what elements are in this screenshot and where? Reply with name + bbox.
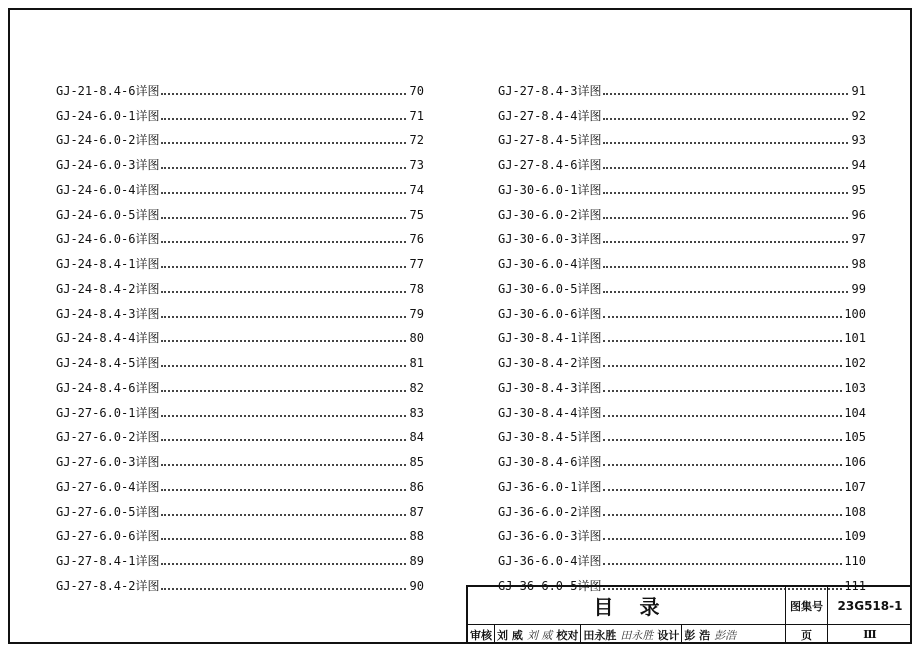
toc-entry-page: 70 xyxy=(409,83,424,98)
reviewer-signature: 刘 威 xyxy=(526,628,553,642)
toc-entry[interactable] xyxy=(498,296,866,321)
toc-leader-dots xyxy=(603,514,842,516)
toc-entry-label: GJ-27-6.0-4详图 xyxy=(56,479,160,494)
toc-entry-page: 93 xyxy=(851,133,866,148)
toc-leader-dots xyxy=(161,390,406,392)
toc-entry[interactable] xyxy=(498,543,866,568)
atlas-number-value: 23G518-1 xyxy=(837,598,903,613)
toc-entry-label: GJ-27-8.4-6详图 xyxy=(498,158,602,172)
toc-entry[interactable] xyxy=(56,345,424,370)
toc-entry-label: GJ-30-6.0-5详图 xyxy=(498,281,602,296)
toc-entry-page: 79 xyxy=(409,306,424,321)
toc-entry-label: GJ-24-6.0-6详图 xyxy=(56,232,160,247)
toc-entry-page: 71 xyxy=(409,108,424,123)
toc-entry-page: 87 xyxy=(409,504,424,519)
toc-entry[interactable] xyxy=(498,172,866,197)
toc-entry-page: 91 xyxy=(851,83,866,98)
toc-entry[interactable] xyxy=(56,123,424,148)
toc-entry[interactable] xyxy=(56,395,424,420)
toc-entry-page: 82 xyxy=(409,380,424,395)
toc-entry-page: 94 xyxy=(851,158,866,172)
reviewer-name: 刘 威 xyxy=(497,628,523,642)
toc-leader-dots xyxy=(161,538,406,540)
toc-entry-label: GJ-36-6.0-3详图 xyxy=(498,529,602,544)
toc-leader-dots xyxy=(161,266,406,268)
toc-entry[interactable] xyxy=(498,370,866,395)
toc-entry-page: 89 xyxy=(409,554,424,568)
toc-entry-label: GJ-24-8.4-1详图 xyxy=(56,257,160,271)
toc-entry-label: GJ-27-6.0-6详图 xyxy=(56,529,160,544)
toc-entry[interactable] xyxy=(498,123,866,148)
toc-leader-dots xyxy=(603,93,848,95)
toc-leader-dots xyxy=(161,167,406,169)
toc-entry-page: 92 xyxy=(851,108,866,123)
toc-leader-dots xyxy=(603,489,842,491)
page-label: 页 xyxy=(786,624,828,644)
toc-entry[interactable] xyxy=(56,271,424,296)
toc-entry-page: 90 xyxy=(409,578,424,593)
toc-entry[interactable] xyxy=(56,494,424,519)
toc-leader-dots xyxy=(603,464,842,466)
toc-column-left xyxy=(56,73,424,593)
toc-entry[interactable] xyxy=(56,420,424,445)
toc-entry-label: GJ-27-8.4-2详图 xyxy=(56,578,160,593)
toc-entry-label: GJ-24-8.4-3详图 xyxy=(56,306,160,321)
reviewer-role: 审核 xyxy=(468,625,495,644)
toc-entry-label: GJ-30-6.0-6详图 xyxy=(498,306,602,321)
toc-entry-label: GJ-36-6.0-4详图 xyxy=(498,554,602,568)
toc-entry[interactable] xyxy=(498,147,866,172)
toc-entry-page: 72 xyxy=(409,133,424,148)
toc-entry-label: GJ-24-8.4-5详图 xyxy=(56,356,160,370)
toc-entry[interactable] xyxy=(498,420,866,445)
toc-leader-dots xyxy=(161,217,406,219)
toc-entry-label: GJ-27-6.0-5详图 xyxy=(56,504,160,519)
toc-leader-dots xyxy=(603,167,848,169)
toc-entry-page: 109 xyxy=(844,529,866,544)
toc-leader-dots xyxy=(603,538,842,540)
toc-entry-label: GJ-27-8.4-5详图 xyxy=(498,133,602,148)
toc-entry-page: 81 xyxy=(409,356,424,370)
toc-entry-label: GJ-30-8.4-2详图 xyxy=(498,356,602,370)
toc-entry-page: 104 xyxy=(844,405,866,420)
toc-entry-page: 102 xyxy=(844,356,866,370)
title-block xyxy=(466,585,912,644)
toc-entry[interactable] xyxy=(56,469,424,494)
toc-entry-label: GJ-27-6.0-3详图 xyxy=(56,455,160,469)
toc-entry-label: GJ-36-6.0-2详图 xyxy=(498,504,602,519)
toc-entry-page: 108 xyxy=(844,504,866,519)
toc-entry[interactable] xyxy=(56,98,424,123)
toc-leader-dots xyxy=(161,118,406,120)
toc-entry[interactable] xyxy=(498,345,866,370)
toc-entry-label: GJ-24-8.4-2详图 xyxy=(56,281,160,296)
toc-entry-label: GJ-24-6.0-4详图 xyxy=(56,182,160,197)
toc-entry-page: 80 xyxy=(409,331,424,346)
toc-entry[interactable] xyxy=(498,73,866,98)
toc-entry-label: GJ-24-6.0-2详图 xyxy=(56,133,160,148)
toc-leader-dots xyxy=(161,464,406,466)
toc-entry-page: 111 xyxy=(844,578,866,593)
toc-entry-page: 95 xyxy=(851,182,866,197)
toc-leader-dots xyxy=(603,142,848,144)
toc-entry-page: 106 xyxy=(844,455,866,469)
toc-entry-page: 110 xyxy=(844,554,866,568)
toc-leader-dots xyxy=(603,340,842,342)
toc-leader-dots xyxy=(161,563,406,565)
toc-entry-label: GJ-27-6.0-2详图 xyxy=(56,430,160,445)
toc-column-right xyxy=(498,73,866,593)
checker-name: 田永胜 xyxy=(583,628,617,642)
toc-leader-dots xyxy=(161,365,406,367)
toc-entry[interactable] xyxy=(56,246,424,271)
toc-entry[interactable] xyxy=(56,519,424,544)
toc-entry[interactable] xyxy=(498,197,866,222)
toc-leader-dots xyxy=(603,217,848,219)
toc-leader-dots xyxy=(603,266,848,268)
toc-entry-page: 100 xyxy=(844,306,866,321)
toc-leader-dots xyxy=(603,439,842,441)
toc-entry-label: GJ-36-6.0-5详图 xyxy=(498,578,602,593)
toc-entry[interactable] xyxy=(498,395,866,420)
toc-entry-page: 103 xyxy=(844,380,866,395)
toc-entry[interactable] xyxy=(56,444,424,469)
toc-entry-page: 107 xyxy=(844,479,866,494)
toc-leader-dots xyxy=(161,489,406,491)
toc-entry-page: 97 xyxy=(851,232,866,247)
toc-entry[interactable] xyxy=(56,73,424,98)
toc-leader-dots xyxy=(161,514,406,516)
toc-entry-page: 73 xyxy=(409,158,424,172)
toc-entry-label: GJ-24-8.4-6详图 xyxy=(56,380,160,395)
toc-entry-page: 85 xyxy=(409,455,424,469)
toc-entry-page: 98 xyxy=(851,257,866,271)
toc-entry-page: 88 xyxy=(409,529,424,544)
page-number: Ⅲ xyxy=(828,624,912,644)
toc-entry-page: 76 xyxy=(409,232,424,247)
toc-entry-page: 96 xyxy=(851,207,866,222)
toc-entry[interactable] xyxy=(56,172,424,197)
toc-entry-label: GJ-27-8.4-3详图 xyxy=(498,83,602,98)
toc-entry[interactable] xyxy=(56,222,424,247)
toc-leader-dots xyxy=(603,118,848,120)
toc-entry-page: 78 xyxy=(409,281,424,296)
toc-leader-dots xyxy=(161,241,406,243)
toc-entry-page: 86 xyxy=(409,479,424,494)
toc-entry[interactable] xyxy=(498,444,866,469)
toc-leader-dots xyxy=(161,142,406,144)
toc-entry-label: GJ-30-8.4-6详图 xyxy=(498,455,602,469)
toc-entry[interactable] xyxy=(56,197,424,222)
toc-entry[interactable] xyxy=(498,519,866,544)
checker-role: 校对 xyxy=(554,625,581,644)
toc-entry-page: 84 xyxy=(409,430,424,445)
toc-leader-dots xyxy=(161,588,406,590)
toc-entry-label: GJ-21-8.4-6详图 xyxy=(56,83,160,98)
toc-entry[interactable] xyxy=(498,246,866,271)
toc-entry-label: GJ-30-6.0-2详图 xyxy=(498,207,602,222)
toc-entry[interactable] xyxy=(498,222,866,247)
toc-entry-label: GJ-30-6.0-3详图 xyxy=(498,232,602,247)
designer-signature: 彭浩 xyxy=(714,628,737,642)
toc-entry-label: GJ-30-8.4-5详图 xyxy=(498,430,602,445)
toc-entry-label: GJ-24-8.4-4详图 xyxy=(56,331,160,346)
signature-row xyxy=(468,624,786,644)
toc-entry[interactable] xyxy=(498,98,866,123)
toc-entry[interactable] xyxy=(56,321,424,346)
toc-leader-dots xyxy=(161,439,406,441)
toc-leader-dots xyxy=(603,563,842,565)
atlas-number-label: 图集号 xyxy=(786,587,828,624)
toc-entry[interactable] xyxy=(498,494,866,519)
toc-entry[interactable] xyxy=(498,271,866,296)
toc-entry-label: GJ-30-8.4-4详图 xyxy=(498,405,602,420)
toc-leader-dots xyxy=(161,192,406,194)
toc-entry-page: 75 xyxy=(409,207,424,222)
toc-entry[interactable] xyxy=(56,370,424,395)
toc-entry[interactable] xyxy=(56,296,424,321)
toc-entry-label: GJ-30-6.0-4详图 xyxy=(498,257,602,271)
toc-leader-dots xyxy=(161,291,406,293)
toc-entry-label: GJ-30-8.4-1详图 xyxy=(498,331,602,346)
toc-leader-dots xyxy=(603,192,848,194)
toc-entry-label: GJ-36-6.0-1详图 xyxy=(498,479,602,494)
toc-leader-dots xyxy=(161,316,406,318)
toc-leader-dots xyxy=(161,340,406,342)
toc-leader-dots xyxy=(603,291,848,293)
toc-entry-page: 99 xyxy=(851,281,866,296)
toc-leader-dots xyxy=(603,241,848,243)
toc-entry-label: GJ-30-8.4-3详图 xyxy=(498,380,602,395)
toc-leader-dots xyxy=(161,415,406,417)
toc-entry-page: 105 xyxy=(844,430,866,445)
toc-entry-page: 83 xyxy=(409,405,424,420)
toc-leader-dots xyxy=(161,93,406,95)
toc-entry-label: GJ-27-8.4-1详图 xyxy=(56,554,160,568)
toc-entry[interactable] xyxy=(498,321,866,346)
toc-entry-page: 74 xyxy=(409,182,424,197)
toc-entry[interactable] xyxy=(56,543,424,568)
toc-leader-dots xyxy=(603,390,842,392)
toc-entry[interactable] xyxy=(56,568,424,593)
toc-entry-label: GJ-27-8.4-4详图 xyxy=(498,108,602,123)
toc-entry-label: GJ-30-6.0-1详图 xyxy=(498,182,602,197)
page-title: 目录 xyxy=(468,587,786,624)
toc-entry[interactable] xyxy=(498,469,866,494)
toc-entry[interactable] xyxy=(56,147,424,172)
toc-entry-page: 101 xyxy=(844,331,866,346)
toc-entry-label: GJ-24-6.0-3详图 xyxy=(56,158,160,172)
designer-name: 彭 浩 xyxy=(684,628,711,642)
toc-leader-dots xyxy=(603,415,842,417)
toc-entry-label: GJ-27-6.0-1详图 xyxy=(56,405,160,420)
checker-signature: 田永胜 xyxy=(620,628,654,642)
toc-entry-page: 77 xyxy=(409,257,424,271)
designer-role: 设计 xyxy=(655,625,682,644)
toc-entry-label: GJ-24-6.0-5详图 xyxy=(56,207,160,222)
toc-leader-dots xyxy=(603,316,842,318)
toc-entry-label: GJ-24-6.0-1详图 xyxy=(56,108,160,123)
toc-leader-dots xyxy=(603,365,842,367)
